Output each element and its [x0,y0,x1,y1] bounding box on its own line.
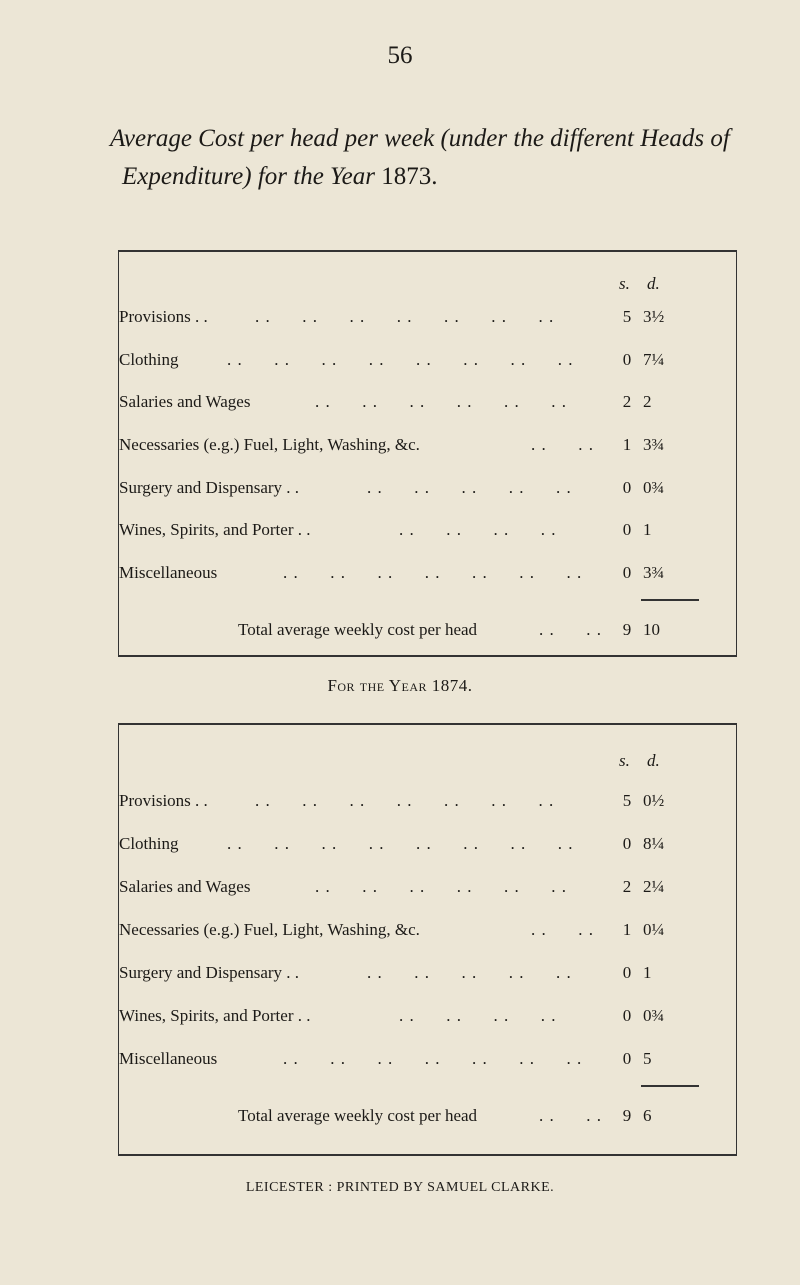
row-label: Necessaries (e.g.) Fuel, Light, Washing, &c. [119,920,420,939]
leader-dots: . . . . . . . . . . . . . . [283,1049,583,1068]
row-label: Salaries and Wages [119,392,251,411]
title-line-2 [110,158,770,196]
table-row [119,520,736,548]
row-label: Salaries and Wages [119,877,251,896]
leader-dots: . . . . [531,435,594,454]
table-1874 [118,723,737,1156]
leader-dots: . . . . . . . . . . . . [315,392,567,411]
table-1873 [118,250,737,655]
sum-rule [641,1085,699,1087]
row-pence: 1 [643,520,652,539]
row-label: Provisions . . [119,791,208,810]
row-shillings: 0 [622,478,632,497]
leader-dots: . . . . . . . . . . . . . . [255,307,555,326]
table-row [119,877,736,905]
row-shillings: 2 [622,877,632,896]
header-shillings: s. [619,274,630,293]
header-pence: d. [647,751,660,770]
row-label: Surgery and Dispensary . . [119,478,300,497]
row-pence: 1 [643,963,652,982]
leader-dots: . . . . . . . . . . [367,963,572,982]
row-pence: 0½ [643,791,665,810]
row-label: Wines, Spirits, and Porter . . [119,1006,311,1025]
row-pence: 3¾ [643,563,665,582]
section-heading-1874: For the Year 1874. [327,676,473,695]
row-shillings: 0 [622,520,632,539]
row-label: Surgery and Dispensary . . [119,963,300,982]
row-pence: 7¼ [643,350,665,369]
table-1873-bottom-rule [118,655,737,657]
leader-dots: . . . . . . . . . . [367,478,572,497]
row-shillings: 0 [622,1049,632,1068]
row-shillings: 1 [622,920,632,939]
table-row [119,478,736,506]
row-label: Clothing [119,834,179,853]
row-label: Miscellaneous [119,563,218,582]
leader-dots: . . . . [539,620,602,639]
row-shillings: 5 [622,307,632,326]
row-pence: 0¼ [643,920,665,939]
table-row [119,350,736,378]
table-row [119,1049,736,1077]
row-shillings: 0 [622,563,632,582]
header-pence: d. [647,274,660,293]
row-shillings: 0 [622,350,632,369]
row-shillings: 2 [622,392,632,411]
row-label: Necessaries (e.g.) Fuel, Light, Washing, &c. [119,435,420,454]
header-shillings: s. [619,751,630,770]
leader-dots: . . . . . . . . . . . . . . . . [227,350,574,369]
table-row [119,1006,736,1034]
page-number: 56 [387,42,413,69]
table-row [119,834,736,862]
row-label: Provisions . . [119,307,208,326]
row-shillings: 1 [622,435,632,454]
total-pence: 6 [643,1106,652,1125]
title-line-1: Average Cost per head per week (under the different Heads of [110,125,730,152]
row-label: Wines, Spirits, and Porter . . [119,520,311,539]
printer-imprint: LEICESTER : PRINTED BY SAMUEL CLARKE. [245,1180,555,1195]
row-label: Clothing [119,350,179,369]
table-row [119,963,736,991]
title-year: 1873. [381,163,438,190]
leader-dots: . . . . . . . . [399,520,557,539]
table-row [119,791,736,819]
title-line-2-prefix: Expenditure) for the Year [122,163,382,190]
total-shillings: 9 [622,1106,632,1125]
leader-dots: . . . . . . . . . . . . . . . . [227,834,574,853]
row-shillings: 5 [622,791,632,810]
row-pence: 3½ [643,307,665,326]
total-row [119,1106,736,1132]
row-shillings: 0 [622,963,632,982]
total-row [119,620,736,646]
leader-dots: . . . . . . . . . . . . . . [255,791,555,810]
total-shillings: 9 [622,620,632,639]
leader-dots: . . . . . . . . . . . . . . [283,563,583,582]
row-pence: 0¾ [643,1006,665,1025]
row-shillings: 0 [622,1006,632,1025]
row-pence: 8¼ [643,834,665,853]
table-row [119,563,736,591]
sum-rule [641,599,699,601]
row-pence: 2¼ [643,877,665,896]
row-label: Miscellaneous [119,1049,218,1068]
leader-dots: . . . . . . . . . . . . [315,877,567,896]
table-row [119,435,736,463]
leader-dots: . . . . [531,920,594,939]
row-pence: 0¾ [643,478,665,497]
row-pence: 5 [643,1049,652,1068]
total-pence: 10 [643,620,660,639]
table-row [119,920,736,948]
table-row [119,307,736,335]
row-pence: 3¾ [643,435,665,454]
total-label: Total average weekly cost per head [238,620,478,639]
leader-dots: . . . . . . . . [399,1006,557,1025]
row-pence: 2 [643,392,652,411]
total-label: Total average weekly cost per head [238,1106,478,1125]
row-shillings: 0 [622,834,632,853]
leader-dots: . . . . [539,1106,602,1125]
page-title [110,120,770,196]
table-row [119,392,736,420]
